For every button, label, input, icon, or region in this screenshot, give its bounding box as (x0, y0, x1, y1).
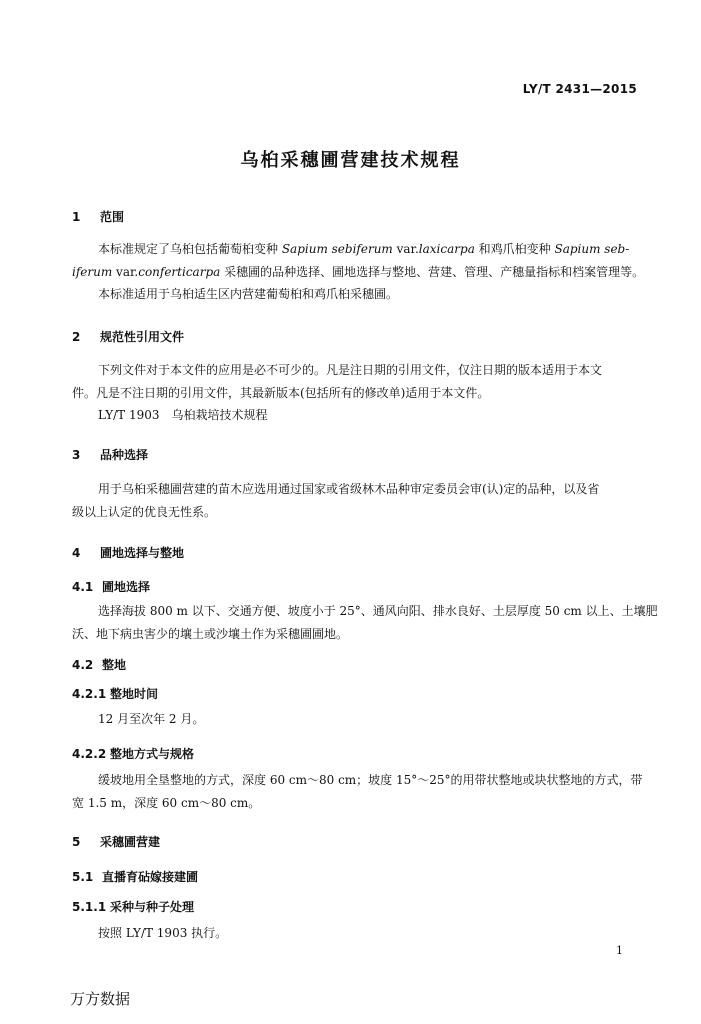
section-4-2-1-body (72, 708, 638, 731)
section-number: 4.2.2 (72, 747, 107, 761)
paragraph-line (72, 623, 638, 646)
paragraph-line (72, 382, 638, 405)
footer-brand: 万方数据 (70, 990, 131, 1008)
text: 宽 1.5 m，深度 60 cm～80 cm。 (72, 795, 261, 810)
text: 缓坡地用全垦整地的方式，深度 60 cm～80 cm；坡度 15°～25°的用带状整地或块状整地的方式，带 (98, 773, 643, 787)
section-number: 4 (72, 546, 81, 560)
section-1-body (72, 238, 645, 306)
section-5-1-1-body (72, 922, 638, 945)
paragraph-line (72, 501, 638, 524)
paragraph-line (72, 792, 638, 815)
section-number: 4.1 (72, 580, 94, 594)
section-4-2-2-heading (72, 745, 194, 762)
paragraph-line (72, 359, 638, 382)
latin-name: iferum (72, 264, 113, 279)
paragraph-line (72, 238, 638, 261)
section-2-heading (72, 328, 184, 345)
paragraph-line (72, 261, 645, 284)
paragraph-line (72, 283, 638, 306)
section-4-1-heading (72, 578, 150, 595)
section-title: 规范性引用文件 (100, 330, 185, 344)
text: 和鸡爪桕变种 (474, 242, 555, 256)
section-3-body (72, 478, 638, 523)
section-number: 5.1 (72, 870, 94, 884)
text: LY/T 1903 乌桕栽培技术规程 (98, 408, 268, 422)
section-title: 整地方式与规格 (110, 747, 195, 761)
latin-name: laxicarpa (418, 242, 475, 256)
section-title: 范围 (100, 210, 125, 224)
paragraph-line (72, 708, 638, 731)
section-title: 采穗圃营建 (100, 835, 161, 849)
latin-name: Sapium seb- (554, 242, 630, 256)
section-title: 整地 (102, 658, 127, 672)
section-5-1-1-heading (72, 898, 194, 915)
section-title: 采种与种子处理 (110, 900, 195, 914)
text: 用于乌桕采穗圃营建的苗木应选用通过国家或省级林木品种审定委员会审(认)定的品种，以及省 (98, 482, 600, 496)
text: 下列文件对于本文件的应用是必不可少的。凡是注日期的引用文件，仅注日期的版本适用于本文 (98, 363, 603, 377)
text: 12 月至次年 2 月。 (98, 712, 205, 726)
section-number: 5 (72, 835, 81, 849)
section-number: 3 (72, 448, 81, 462)
section-number: 5.1.1 (72, 900, 107, 914)
text: 按照 LY/T 1903 执行。 (98, 926, 228, 940)
text: 件。凡是不注日期的引用文件，其最新版本(包括所有的修改单)适用于本文件。 (72, 385, 490, 400)
text: var. (392, 242, 419, 256)
section-number: 4.2 (72, 658, 94, 672)
text: var. (112, 264, 139, 279)
page-number: 1 (616, 944, 623, 957)
section-4-2-2-body (72, 769, 643, 814)
text: 选择海拔 800 m 以下、交通方便、坡度小于 25°、通风向阳、排水良好、土层厚度 50 cm 以上、土壤肥 (98, 604, 658, 618)
paragraph-line (72, 600, 658, 623)
text: 本标准适用于乌桕适生区内营建葡萄桕和鸡爪桕采穗圃。 (98, 287, 399, 301)
section-title: 圃地选择与整地 (100, 546, 185, 560)
section-1-heading (72, 208, 124, 225)
section-4-heading (72, 544, 184, 561)
section-5-heading (72, 833, 160, 850)
text: 级以上认定的优良无性系。 (72, 504, 217, 519)
section-4-1-body (72, 600, 658, 645)
latin-name: conferticarpa (138, 264, 221, 279)
page-title: 乌桕采穗圃营建技术规程 (240, 150, 461, 171)
normative-reference (72, 404, 638, 427)
latin-name: Sapium sebiferum (281, 242, 393, 256)
standard-code: LY/T 2431—2015 (522, 82, 637, 96)
section-2-body (72, 359, 638, 427)
paragraph-line (72, 478, 638, 501)
section-number: 4.2.1 (72, 687, 107, 701)
paragraph-line (72, 769, 643, 792)
text: 本标准规定了乌桕包括葡萄桕变种 (98, 242, 282, 256)
section-5-1-heading (72, 868, 198, 885)
section-4-2-1-heading (72, 685, 158, 702)
section-title: 整地时间 (110, 687, 159, 701)
section-3-heading (72, 446, 148, 463)
section-title: 圃地选择 (102, 580, 151, 594)
paragraph-line (72, 922, 638, 945)
section-number: 2 (72, 330, 81, 344)
section-title: 品种选择 (100, 448, 149, 462)
section-4-2-heading (72, 656, 126, 673)
section-number: 1 (72, 210, 81, 224)
text: 沃、地下病虫害少的壤土或沙壤土作为采穗圃圃地。 (72, 626, 349, 641)
text: 采穗圃的品种选择、圃地选择与整地、营建、管理、产穗量指标和档案管理等。 (220, 264, 645, 279)
section-title: 直播育砧嫁接建圃 (102, 870, 199, 884)
